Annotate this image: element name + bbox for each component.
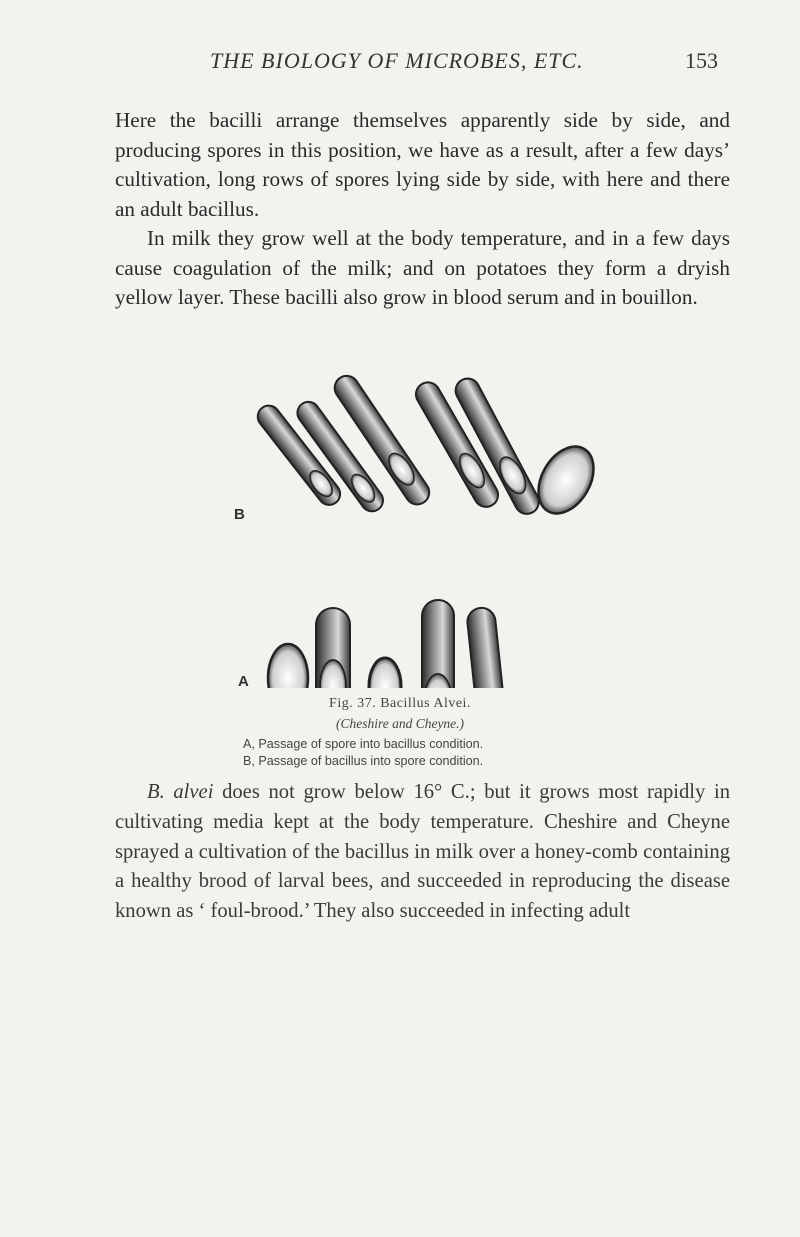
row-b-rods: [253, 371, 604, 523]
figure-label-b: B: [234, 506, 245, 523]
figure-caption-title: Fig. 37. Bacillus Alvei.: [329, 696, 471, 711]
bacilli-illustration: [210, 368, 640, 688]
paragraph-3-text: does not grow below 16° C.; but it grows most rapidly in cultivating media kept at the body temperature. Cheshire and Cheyne sprayed a cultivation of the bacillus in milk over a honey-comb containing a healthy brood of larval bees, and succeeded in reproducing the disease known as ‘ foul-brood.’ They also succeeded in infecting adult: [115, 781, 730, 923]
paragraph-1: Here the bacilli arrange themselves apparently side by side, and producing spores in this position, we have as a result, after a few days’ cultivation, long rows of spores lying side by side, with here and there an adult bacillus.: [115, 108, 730, 221]
genus-name: B. alvei: [147, 781, 214, 803]
page-header: [0, 48, 800, 88]
figure-caption-credit: (Cheshire and Cheyne.): [335, 716, 465, 731]
figure-bacillus-alvei: [210, 368, 640, 688]
page-number: 153: [685, 48, 718, 73]
running-title: THE BIOLOGY OF MICROBES, ETC.: [210, 48, 584, 73]
row-a-cells: [268, 600, 512, 688]
figure-caption-a: A, Passage of spore into bacillus condition.: [243, 737, 484, 751]
figure-label-a: A: [238, 673, 249, 690]
paragraph-3: [115, 778, 730, 927]
paragraph-2: In milk they grow well at the body temperature, and in a few days cause coagulation of the milk; and on potatoes they form a dryish yellow layer. These bacilli also grow in blood serum and in bouillon.: [115, 226, 730, 309]
figure-caption-b: B, Passage of bacillus into spore condition.: [243, 754, 484, 768]
